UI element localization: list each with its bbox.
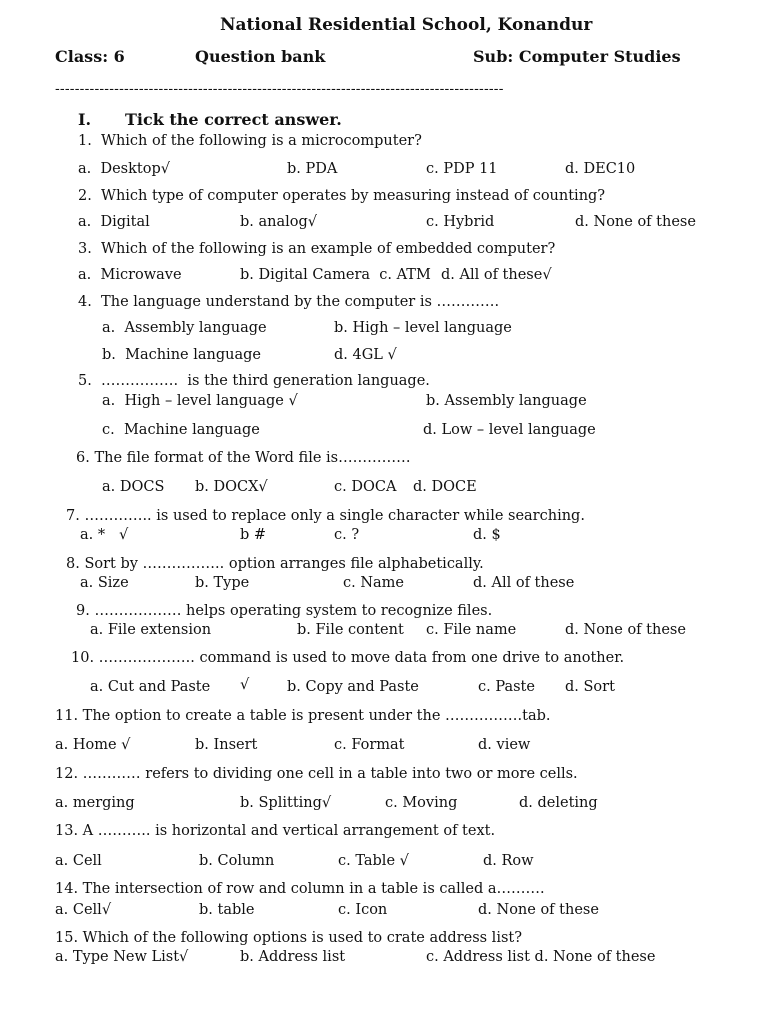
question-11: 11. The option to create a table is present under the …………….tab.: [55, 708, 551, 724]
q13-option-c: c. Table √: [338, 853, 409, 869]
q3-option-bc: b. Digital Camera c. ATM: [240, 267, 431, 283]
question-7: 7. ………….. is used to replace only a single character while searching.: [66, 508, 585, 524]
q9-option-b: b. File content: [297, 622, 404, 638]
q15-option-b: b. Address list: [240, 949, 346, 965]
q11-option-d: d. view: [478, 737, 531, 753]
q9-option-a: a. File extension: [90, 622, 212, 638]
q13-option-b: b. Column: [199, 853, 275, 869]
q9-option-c: c. File name: [426, 622, 517, 638]
q7-option-c: c. ?: [334, 527, 360, 543]
q1-option-c: c. PDP 11: [426, 161, 498, 177]
q4-option-b: b. High – level language: [334, 320, 512, 336]
question-3: 3. Which of the following is an example of embedded computer?: [78, 241, 556, 257]
q7-option-b: b #: [240, 527, 267, 543]
q9-option-d: d. None of these: [565, 622, 686, 638]
q1-option-b: b. PDA: [287, 161, 338, 177]
q14-option-d: d. None of these: [478, 902, 599, 918]
question-12: 12. ………… refers to dividing one cell in a table into two or more cells.: [55, 766, 578, 782]
q15-option-cd: c. Address list d. None of these: [426, 949, 656, 965]
q13-option-a: a. Cell: [55, 853, 102, 869]
q14-option-c: c. Icon: [338, 902, 388, 918]
question-15: 15. Which of the following options is used to crate address list?: [55, 930, 523, 946]
q14-option-b: b. table: [199, 902, 255, 918]
q14-option-a: a. Cell√: [55, 902, 112, 918]
q4-option-c: b. Machine language: [102, 347, 261, 363]
q10-option-c: c. Paste: [478, 679, 535, 695]
q6-option-b: b. DOCX√: [195, 479, 268, 495]
q11-option-a: a. Home √: [55, 737, 131, 753]
q8-option-c: c. Name: [343, 575, 405, 591]
q7-option-d: d. $: [473, 527, 501, 543]
q6-option-c: c. DOCA: [334, 479, 397, 495]
q2-option-d: d. None of these: [575, 214, 696, 230]
q12-option-b: b. Splitting√: [240, 795, 332, 811]
q7-option-a: a. * √: [80, 527, 129, 543]
q5-option-a: a. High – level language √: [102, 393, 298, 409]
section-number: I.: [78, 110, 92, 129]
q8-option-a: a. Size: [80, 575, 129, 591]
subject-label: Sub: Computer Studies: [473, 47, 681, 66]
q6-option-d: d. DOCE: [413, 479, 477, 495]
question-8: 8. Sort by …………….. option arranges file alphabetically.: [66, 556, 484, 572]
question-5: 5. ……………. is the third generation language.: [78, 373, 430, 389]
q1-option-d: d. DEC10: [565, 161, 636, 177]
q5-option-c: c. Machine language: [102, 422, 260, 438]
header-divider: -------------------------------------------------------------------------------------------: [55, 81, 504, 97]
q2-option-b: b. analog√: [240, 214, 318, 230]
question-1: 1. Which of the following is a microcomputer?: [78, 133, 422, 149]
section-title: Tick the correct answer.: [125, 110, 342, 129]
q5-option-b: b. Assembly language: [426, 393, 587, 409]
q8-option-b: b. Type: [195, 575, 250, 591]
question-10: 10. ……………….. command is used to move data from one drive to another.: [71, 650, 625, 666]
q12-option-d: d. deleting: [519, 795, 598, 811]
q4-option-a: a. Assembly language: [102, 320, 267, 336]
q12-option-a: a. merging: [55, 795, 135, 811]
q11-option-c: c. Format: [334, 737, 405, 753]
q6-option-a: a. DOCS: [102, 479, 165, 495]
q12-option-c: c. Moving: [385, 795, 458, 811]
q2-option-c: c. Hybrid: [426, 214, 495, 230]
q10-option-d: d. Sort: [565, 679, 615, 695]
q15-option-a: a. Type New List√: [55, 949, 189, 965]
q3-option-d: d. All of these√: [441, 267, 552, 283]
question-2: 2. Which type of computer operates by measuring instead of counting?: [78, 188, 606, 204]
q13-option-d: d. Row: [483, 853, 534, 869]
q5-option-d: d. Low – level language: [423, 422, 596, 438]
q10-tick-mark: √: [240, 677, 250, 693]
school-name: National Residential School, Konandur: [220, 15, 593, 35]
q3-option-a: a. Microwave: [78, 267, 182, 283]
question-9: 9. ……………… helps operating system to recognize files.: [76, 603, 493, 619]
question-14: 14. The intersection of row and column in a table is called a……….: [55, 881, 545, 897]
q1-option-a: a. Desktop√: [78, 161, 170, 177]
question-6: 6. The file format of the Word file is……………: [76, 450, 411, 466]
q10-option-b: b. Copy and Paste: [287, 679, 419, 695]
q4-option-d: d. 4GL √: [334, 347, 397, 363]
question-13: 13. A ……….. is horizontal and vertical arrangement of text.: [55, 823, 496, 839]
q2-option-a: a. Digital: [78, 214, 150, 230]
class-label: Class: 6: [55, 47, 125, 66]
q11-option-b: b. Insert: [195, 737, 258, 753]
question-4: 4. The language understand by the computer is ………….: [78, 294, 500, 310]
q8-option-d: d. All of these: [473, 575, 575, 591]
q10-option-a: a. Cut and Paste: [90, 679, 211, 695]
doc-type: Question bank: [195, 47, 326, 66]
